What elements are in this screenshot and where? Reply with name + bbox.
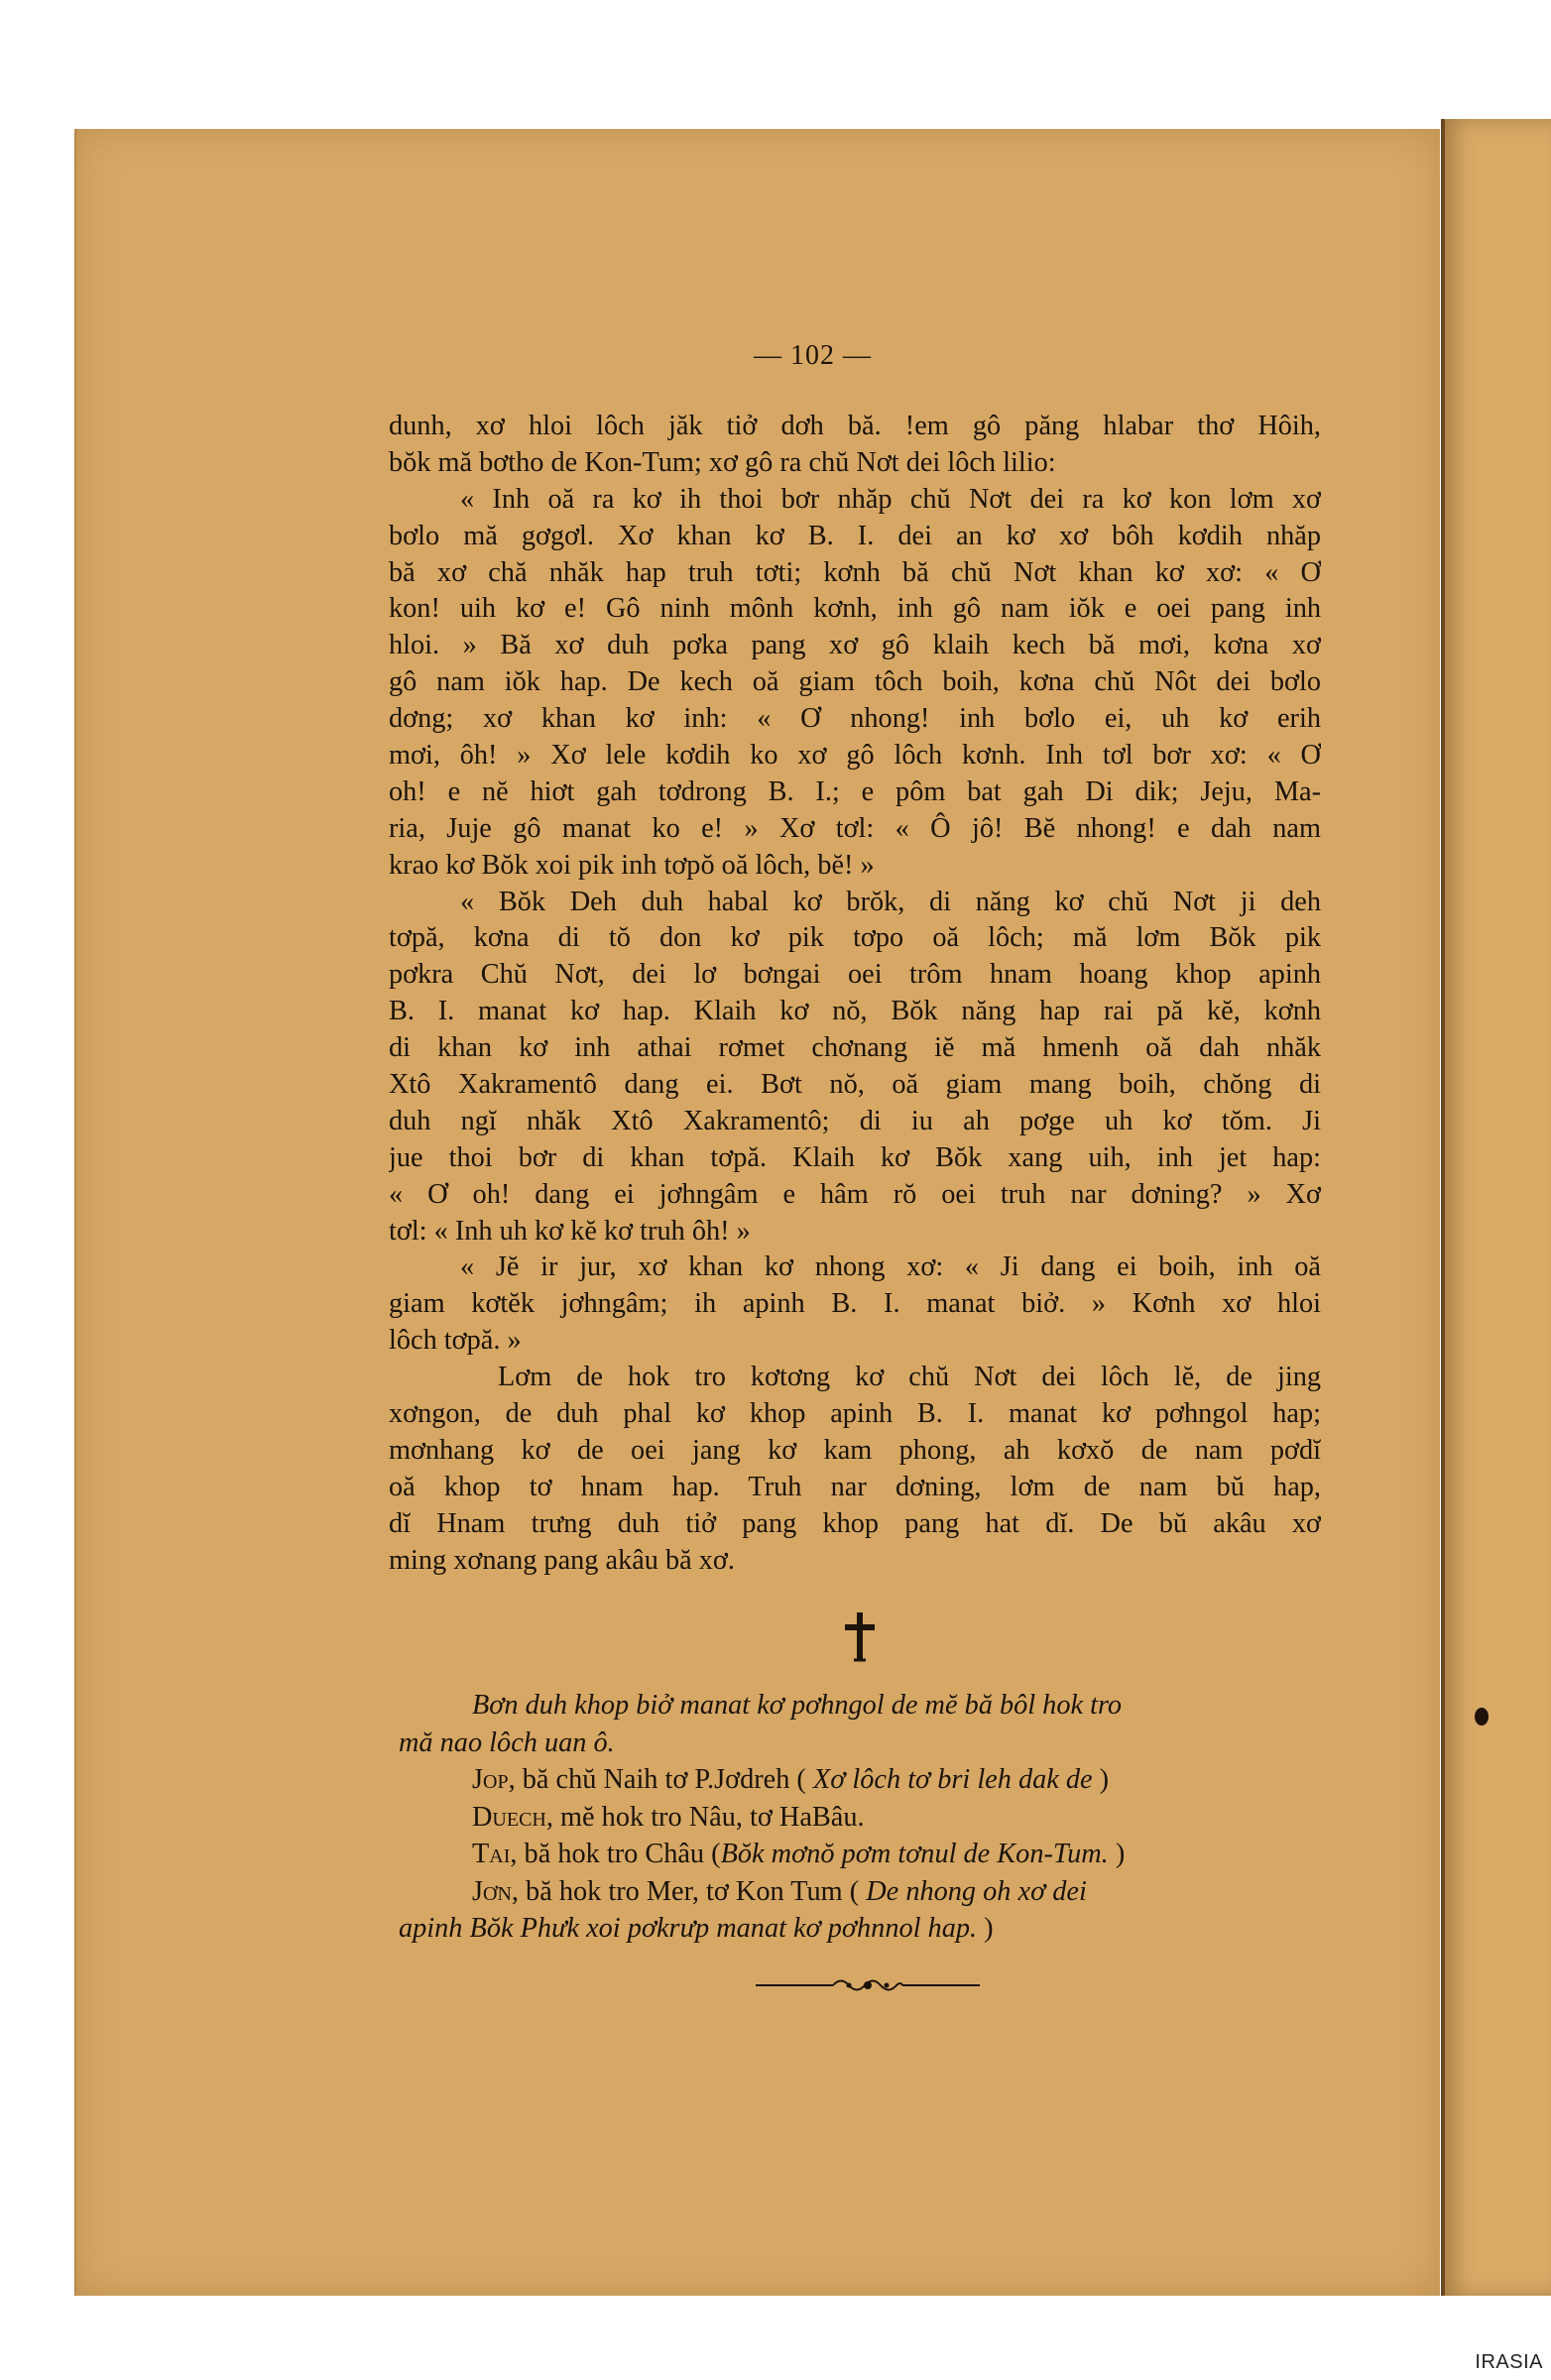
notes-entry [399,1836,1324,1873]
text-line: bŏk mă bơtho de Kon-Tum; xơ gô ra chŭ Nơt dei lôch lilio: [389,446,1056,478]
text-line: pơkra Chŭ Nơt, dei lơ bơngai oei trôm hnam hoang khop apinh [389,959,1321,991]
text-line: dunh, xơ hloi lôch jăk tiở dơh bă. !em gô păng hlabar thơ Hôih, [389,411,1321,441]
text-line: « Ơ oh! dang ei jơhngâm e hâm rŏ oei truh nar dơning? » Xơ [389,1178,1321,1210]
text-line: ming xơnang pang akâu bă xơ. [389,1544,735,1576]
watermark-label: IRASIA [1475,2351,1543,2373]
text-line: hloi. » Bă xơ duh pơka pang xơ gô klaih kech bă mơi, kơna xơ [389,630,1321,661]
entry-text: mĕ hok tro Nâu, tơ HaBâu. [552,1801,865,1833]
entry-italic: Xơ lôch tơ bri leh dak de [812,1764,1093,1795]
entry-italic: Bŏk mơnŏ pơm tơnul de Kon-Tum. [720,1839,1109,1869]
notes-entries [399,1761,1324,1873]
text-line: lôch tơpă. » [389,1325,522,1357]
entry-close: ) [1092,1764,1110,1795]
notes-intro-line-1: Bơn duh khop biở manat kơ pơhngol de mĕ bă bôl hok tro [472,1690,1123,1721]
entry-close: ) [1108,1839,1126,1869]
text-line: bơlo mă gơgơl. Xơ khan kơ B. I. dei an kơ xơ bôh kơdih nhăp [389,520,1321,551]
notes-entry [399,1799,1324,1837]
text-line: « Jĕ ir jur, xơ khan kơ nhong xơ: « Ji dang ei boih, inh oă [460,1251,1321,1283]
binding-hole [1475,1708,1489,1726]
text-line: B. I. manat kơ hap. Klaih kơ nŏ, Bŏk năng hap rai pă kĕ, kơnh [389,996,1321,1027]
text-line: kon! uih kơ e! Gô ninh mônh kơnh, inh gô nam iŏk e oei pang inh [389,593,1321,625]
entry-name: Duech, [472,1801,553,1833]
text-line: Xtô Xakramentô dang ei. Bơt nŏ, oă giam mang boih, chŏng di [389,1069,1321,1101]
text-line: « Bŏk Deh duh habal kơ brŏk, di năng kơ chŭ Nơt ji deh [460,886,1321,917]
entry-italic-continued: apinh Bŏk Phưk xoi pơkrưp manat kơ pơhnnol hap. [399,1913,978,1944]
main-text [389,409,1321,1580]
text-line: tơl: « Inh uh kơ kĕ kơ truh ôh! » [389,1215,751,1247]
text-line: bă xơ chă nhăk hap truh tơti; kơnh bă chŭ Nơt khan kơ xơ: « Ơ [389,556,1321,588]
text-line: giam kơtĕk jơhngâm; ih apinh B. I. manat biở. » Kơnh xơ hloi [389,1288,1321,1320]
text-line: « Inh oă ra kơ ih thoi bơr nhăp chŭ Nơt dei ra kơ kon lơm xơ [460,483,1321,515]
floral-rule-ornament-icon [754,1973,982,1997]
entry-italic: De nhong oh xơ dei [866,1875,1087,1907]
notes-entry [399,1761,1324,1799]
text-line: oă khop tơ hnam hap. Truh nar dơning, lơm de nam bŭ hap, [389,1471,1321,1502]
entry-name: Jơn, [472,1875,519,1907]
text-line: gô nam iŏk hap. De kech oă giam tôch boih, kơna chŭ Nôt dei bơlo [389,666,1321,698]
notes-intro-line-2: mă nao lôch uan ô. [399,1726,615,1758]
text-line: xơngon, de duh phal kơ khop apinh B. I. manat kơ pơhngol hap; [389,1398,1321,1430]
entry-text: bă chŭ Naih tơ P.Jơdreh ( [515,1764,813,1795]
text-line: tơpă, kơna di tŏ don kơ pik tơpo oă lôch; mă lơm Bŏk pik [389,922,1321,954]
entry-name: Jop, [472,1764,516,1795]
text-line: dơng; xơ khan kơ inh: « Ơ nhong! inh bơlo ei, uh kơ erih [389,703,1321,735]
text-line: jue thoi bơr di khan tơpă. Klaih kơ Bŏk xang uih, inh jet hap: [389,1141,1321,1173]
notes-entry-last [399,1873,1324,1911]
text-line: mơnhang kơ de oei jang kơ kam phong, ah kơxŏ de nam pơdĭ [389,1434,1321,1466]
entry-name: Tai, [472,1839,518,1869]
latin-cross-icon [840,1610,880,1664]
text-line: duh ngĭ nhăk Xtô Xakramentô; di iu ah pơge uh kơ tŏm. Ji [389,1105,1321,1136]
text-line: krao kơ Bŏk xoi pik inh tơpŏ oă lôch, bĕ! » [389,849,875,881]
text-line: mơi, ôh! » Xơ lele kơdih ko xơ gô lôch kơnh. Inh tơl bơr xơ: « Ơ [389,740,1321,772]
text-line: di khan kơ inh athai rơmet chơnang iĕ mă hmenh oă dah nhăk [389,1032,1321,1064]
facing-page-edge [1441,119,1551,2296]
text-line: Lơm de hok tro kơtơng kơ chŭ Nơt dei lôch lĕ, de jing [498,1362,1321,1393]
entry-close: ) [977,1913,994,1944]
entry-text: bă hok tro Châu ( [517,1839,721,1869]
page-number: — 102 — [754,340,872,371]
text-line: oh! e nĕ hiơt gah tơdrong B. I.; e pôm bat gah Di dik; Jeju, Ma- [389,775,1321,807]
text-line: ria, Juje gô manat ko e! » Xơ tơl: « Ô jô! Bĕ nhong! e dah nam [389,812,1321,844]
obituary-notes [399,1687,1324,1948]
text-line: dĭ Hnam trưng duh tiở pang khop pang hat dĭ. De bŭ akâu xơ [389,1507,1321,1539]
notes-entry-last-continued [399,1910,1324,1948]
entry-text: bă hok tro Mer, tơ Kon Tum ( [518,1875,867,1907]
